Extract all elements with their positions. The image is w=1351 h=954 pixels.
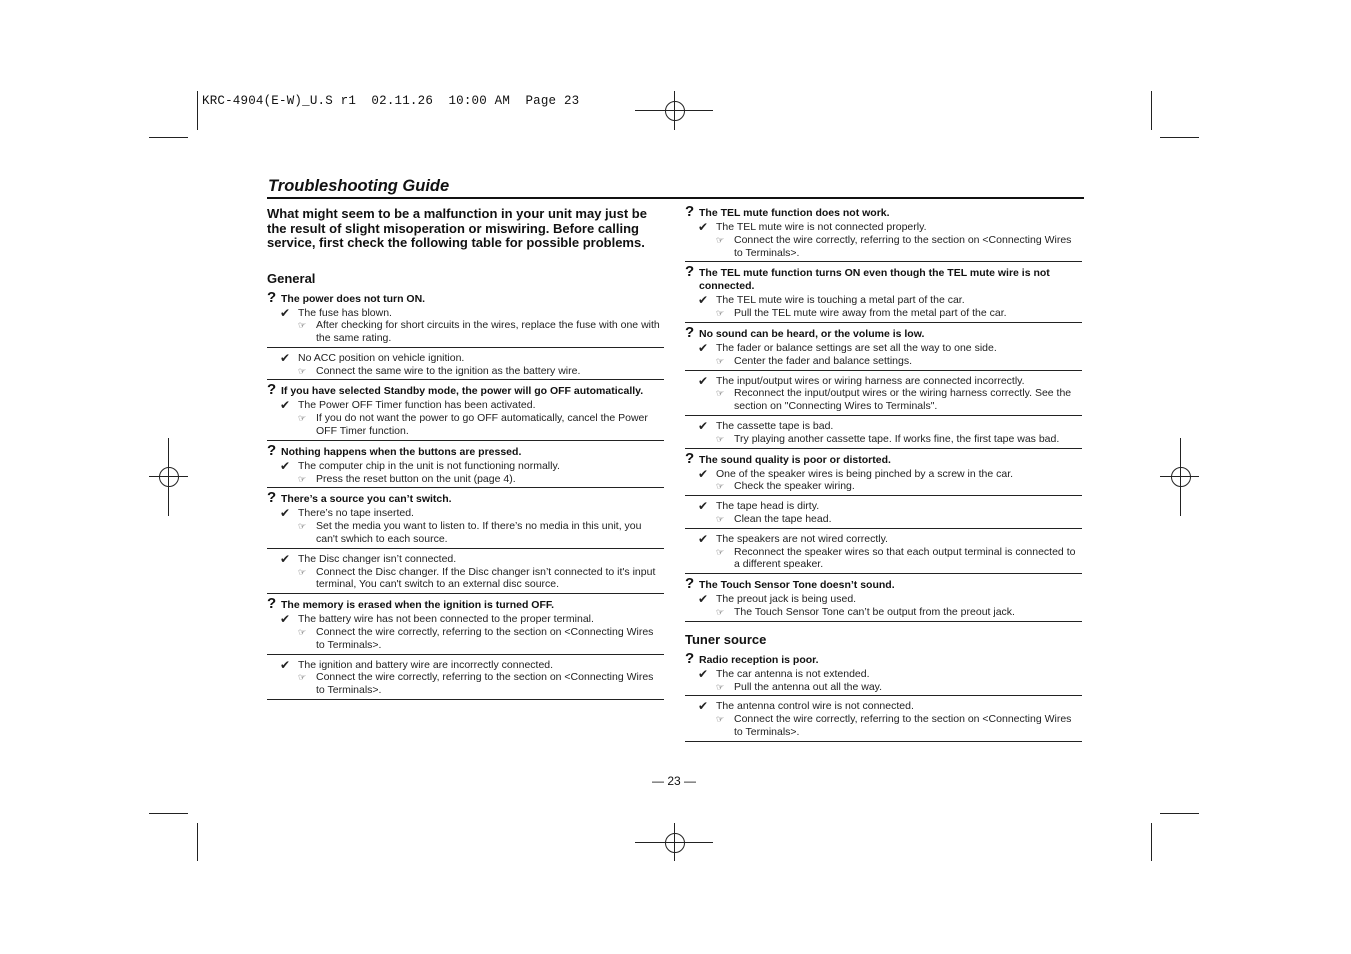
cause-line [267,399,664,412]
registration-circle [665,833,685,853]
cause-text: The cassette tape is bad. [716,419,834,432]
question-mark-icon: ? [685,263,695,281]
remedy-line [267,626,664,652]
pointing-hand-icon: ☞ [716,355,725,366]
cause-text: The Disc changer isn’t connected. [298,552,457,565]
cause-line [685,375,1082,388]
problem-question [685,575,1082,593]
cause-text: The fuse has blown. [298,306,392,319]
problem-question [685,449,1082,467]
remedy-text: Clean the tape head. [734,512,832,525]
crop-mark [1160,813,1199,814]
remedy-line [685,387,1082,413]
remedy-line [685,606,1082,619]
page-number: — 23 — [652,774,697,788]
cause-line [685,700,1082,713]
pointing-hand-icon: ☞ [298,521,307,532]
cause-text: The antenna control wire is not connected. [716,700,914,713]
question-mark-icon: ? [267,595,277,613]
remedy-text: Reconnect the speaker wires so that each output terminal is connected to a different speaker. [734,545,1076,571]
cause-line [267,460,664,473]
cause-block [267,351,664,381]
question-text: No sound can be heard, or the volume is low. [699,327,925,340]
cause-block [685,419,1082,449]
question-mark-icon: ? [685,449,695,467]
remedy-text: Press the reset button on the unit (page 4). [316,472,516,485]
problem-list [685,649,1082,742]
crop-mark [149,813,188,814]
remedy-text: Connect the Disc changer. If the Disc changer isn’t connected to it's input terminal, You can't switch to an external disc source. [316,565,656,591]
remedy-text: Center the fader and balance settings. [734,354,913,367]
checkmark-icon: ✔ [698,418,709,433]
remedy-line [685,513,1082,526]
crop-mark [197,823,198,861]
remedy-line [267,520,664,546]
checkmark-icon: ✔ [698,373,709,388]
question-text: The TEL mute function does not work. [699,207,890,219]
cause-text: The speakers are not wired correctly. [716,532,888,545]
remedy-line [267,365,664,378]
crop-mark [149,137,188,138]
question-text: Radio reception is poor. [699,653,819,666]
problem-item [267,441,664,489]
checkmark-icon: ✔ [698,340,709,355]
cause-line [267,507,664,520]
problem-question [685,263,1082,293]
registration-circle [665,101,685,121]
remedy-text: Pull the TEL mute wire away from the metal part of the car. [734,307,1007,320]
problem-question [685,649,1082,667]
remedy-line [685,307,1082,320]
cause-line [685,668,1082,681]
question-mark-icon: ? [267,381,277,399]
question-text: The Touch Sensor Tone doesn’t sound. [699,579,895,592]
remedy-line [267,671,664,697]
problem-item [267,489,664,594]
cause-text: The fader or balance settings are set all the way to one side. [716,341,997,354]
remedy-text: The Touch Sensor Tone can’t be output from the preout jack. [734,605,1015,618]
cause-text: The Power OFF Timer function has been activated. [298,399,536,412]
problem-question [267,441,664,459]
cause-block [267,552,664,594]
question-mark-icon: ? [685,649,695,667]
remedy-line [685,546,1082,572]
remedy-text: Check the speaker wiring. [734,480,855,493]
cause-line [685,593,1082,606]
pointing-hand-icon: ☞ [298,566,307,577]
cause-text: The tape head is dirty. [716,500,820,513]
registration-circle [1171,467,1191,487]
cause-text: The input/output wires or wiring harness are connected incorrectly. [716,374,1025,387]
pointing-hand-icon: ☞ [298,473,307,484]
pointing-hand-icon: ☞ [298,365,307,376]
question-mark-icon: ? [685,203,695,220]
remedy-text: Connect the wire correctly, referring to the section on <Connecting Wires to Terminals>. [734,233,1072,259]
cause-line [267,307,664,320]
question-mark-icon: ? [685,323,695,341]
pointing-hand-icon: ☞ [716,433,725,444]
problem-list [685,203,1082,622]
remedy-line [267,412,664,438]
cause-text: The TEL mute wire is touching a metal part of the car. [716,294,965,307]
pointing-hand-icon: ☞ [716,513,725,524]
checkmark-icon: ✔ [698,499,709,514]
remedy-line [685,355,1082,368]
remedy-line [685,713,1082,739]
checkmark-icon: ✔ [280,350,291,365]
checkmark-icon: ✔ [280,551,291,566]
question-text: The TEL mute function turns ON even though the TEL mute wire is not connected. [699,267,1050,293]
cause-text: There’s no tape inserted. [298,507,414,520]
remedy-text: Set the media you want to listen to. If there’s no media in this unit, you can't swhich to each source. [316,520,642,546]
cause-text: One of the speaker wires is being pinched by a screw in the car. [716,467,1014,480]
pointing-hand-icon: ☞ [716,388,725,399]
cause-block [685,667,1082,697]
cause-block [267,398,664,440]
cause-text: The preout jack is being used. [716,593,857,606]
question-mark-icon: ? [685,575,695,593]
cause-block [685,293,1082,323]
cause-block [685,532,1082,574]
remedy-line [685,681,1082,694]
cause-line [267,659,664,672]
problem-item [685,323,1082,449]
pointing-hand-icon: ☞ [298,627,307,638]
checkmark-icon: ✔ [280,506,291,521]
cause-text: The car antenna is not extended. [716,667,870,680]
cause-line [685,500,1082,513]
cause-line [685,533,1082,546]
section-heading-general: General [267,270,316,286]
cause-text: The TEL mute wire is not connected properly. [716,221,927,233]
cause-text: No ACC position on vehicle ignition. [298,351,465,364]
crop-mark [197,91,198,130]
intro-text: What might seem to be a malfunction in your unit may just be the result of slight misoperation or miswiring. Before calling service, first check the following table for possible problems. [267,206,647,250]
cause-line [267,352,664,365]
remedy-text: Connect the wire correctly, referring to the section on <Connecting Wires to Terminals>. [734,713,1072,738]
pointing-hand-icon: ☞ [716,308,725,319]
cause-line [685,468,1082,481]
checkmark-icon: ✔ [698,220,709,234]
question-text: If you have selected Standby mode, the power will go OFF automatically. [281,385,644,398]
problem-question [267,595,664,613]
cause-block [685,341,1082,371]
checkmark-icon: ✔ [280,305,291,320]
problem-item [267,595,664,700]
cause-block [267,306,664,348]
checkmark-icon: ✔ [698,666,709,681]
cause-block [685,220,1082,262]
checkmark-icon: ✔ [698,531,709,546]
pointing-hand-icon: ☞ [716,546,725,557]
pointing-hand-icon: ☞ [298,672,307,683]
registration-circle [159,467,179,487]
cause-block [267,612,664,654]
pointing-hand-icon: ☞ [716,681,725,692]
pointing-hand-icon: ☞ [716,714,725,725]
page-title: Troubleshooting Guide [268,177,450,195]
cause-line [685,221,1082,234]
remedy-text: Connect the same wire to the ignition as the battery wire. [316,364,581,377]
checkmark-icon: ✔ [698,293,709,308]
cause-text: The computer chip in the unit is not functioning normally. [298,459,560,472]
cause-block [267,506,664,548]
checkmark-icon: ✔ [280,612,291,627]
problem-item [267,288,664,381]
pointing-hand-icon: ☞ [298,413,307,424]
question-text: Nothing happens when the buttons are pressed. [281,445,522,458]
left-column [267,206,664,704]
cause-text: The battery wire has not been connected to the proper terminal. [298,613,594,626]
checkmark-icon: ✔ [280,398,291,413]
remedy-line [267,319,664,345]
problem-item [685,203,1082,262]
crop-mark [1151,91,1152,130]
remedy-line [685,480,1082,493]
remedy-line [267,566,664,592]
cause-line [685,420,1082,433]
problem-item [685,449,1082,575]
crop-mark [1151,823,1152,861]
remedy-line [267,473,664,486]
cause-block [685,499,1082,529]
problem-question [267,288,664,306]
checkmark-icon: ✔ [698,592,709,607]
remedy-line [685,234,1082,260]
remedy-line [685,433,1082,446]
problem-question [267,381,664,399]
problem-item [267,381,664,440]
problem-list [267,288,664,701]
cause-line [685,342,1082,355]
cause-line [685,294,1082,307]
pointing-hand-icon: ☞ [716,234,725,245]
question-mark-icon: ? [267,489,277,507]
remedy-text: Pull the antenna out all the way. [734,680,883,693]
problem-question [685,203,1082,220]
remedy-text: Connect the wire correctly, referring to the section on <Connecting Wires to Terminals>. [316,671,654,697]
remedy-text: Try playing another cassette tape. If works fine, the first tape was bad. [734,432,1060,445]
pointing-hand-icon: ☞ [716,481,725,492]
remedy-text: Connect the wire correctly, referring to the section on <Connecting Wires to Terminals>. [316,626,654,651]
question-text: The memory is erased when the ignition is turned OFF. [281,599,555,612]
cause-block [685,699,1082,741]
pointing-hand-icon: ☞ [298,320,307,331]
problem-question [685,323,1082,341]
remedy-text: After checking for short circuits in the wires, replace the fuse with one with the same rating. [316,319,660,345]
question-text: There’s a source you can’t switch. [281,493,452,506]
problem-item [685,649,1082,742]
question-mark-icon: ? [267,441,277,459]
problem-question [267,489,664,507]
cause-line [267,553,664,566]
checkmark-icon: ✔ [280,458,291,473]
remedy-text: If you do not want the power to go OFF automatically, cancel the Power OFF Timer function. [316,412,648,438]
section-heading-tuner: Tuner source [685,631,767,647]
checkmark-icon: ✔ [698,699,709,714]
print-header: KRC-4904(E-W)_U.S r1 02.11.26 10:00 AM Page 23 [202,94,580,108]
cause-line [267,613,664,626]
problem-item [685,575,1082,622]
cause-block [685,374,1082,416]
right-column [685,203,1082,746]
question-text: The sound quality is poor or distorted. [699,453,891,466]
cause-block [267,658,664,700]
cause-text: The ignition and battery wire are incorrectly connected. [298,658,554,671]
problem-item [685,263,1082,323]
remedy-text: Reconnect the input/output wires or the wiring harness correctly. See the section on "Connecting Wires to Terminals". [734,387,1072,413]
cause-block [685,592,1082,622]
question-text: The power does not turn ON. [281,292,426,305]
pointing-hand-icon: ☞ [716,606,725,617]
cause-block [685,467,1082,497]
checkmark-icon: ✔ [698,466,709,481]
question-mark-icon: ? [267,288,277,306]
checkmark-icon: ✔ [280,657,291,672]
cause-block [267,459,664,489]
crop-mark [1160,137,1199,138]
title-rule [267,197,1084,199]
